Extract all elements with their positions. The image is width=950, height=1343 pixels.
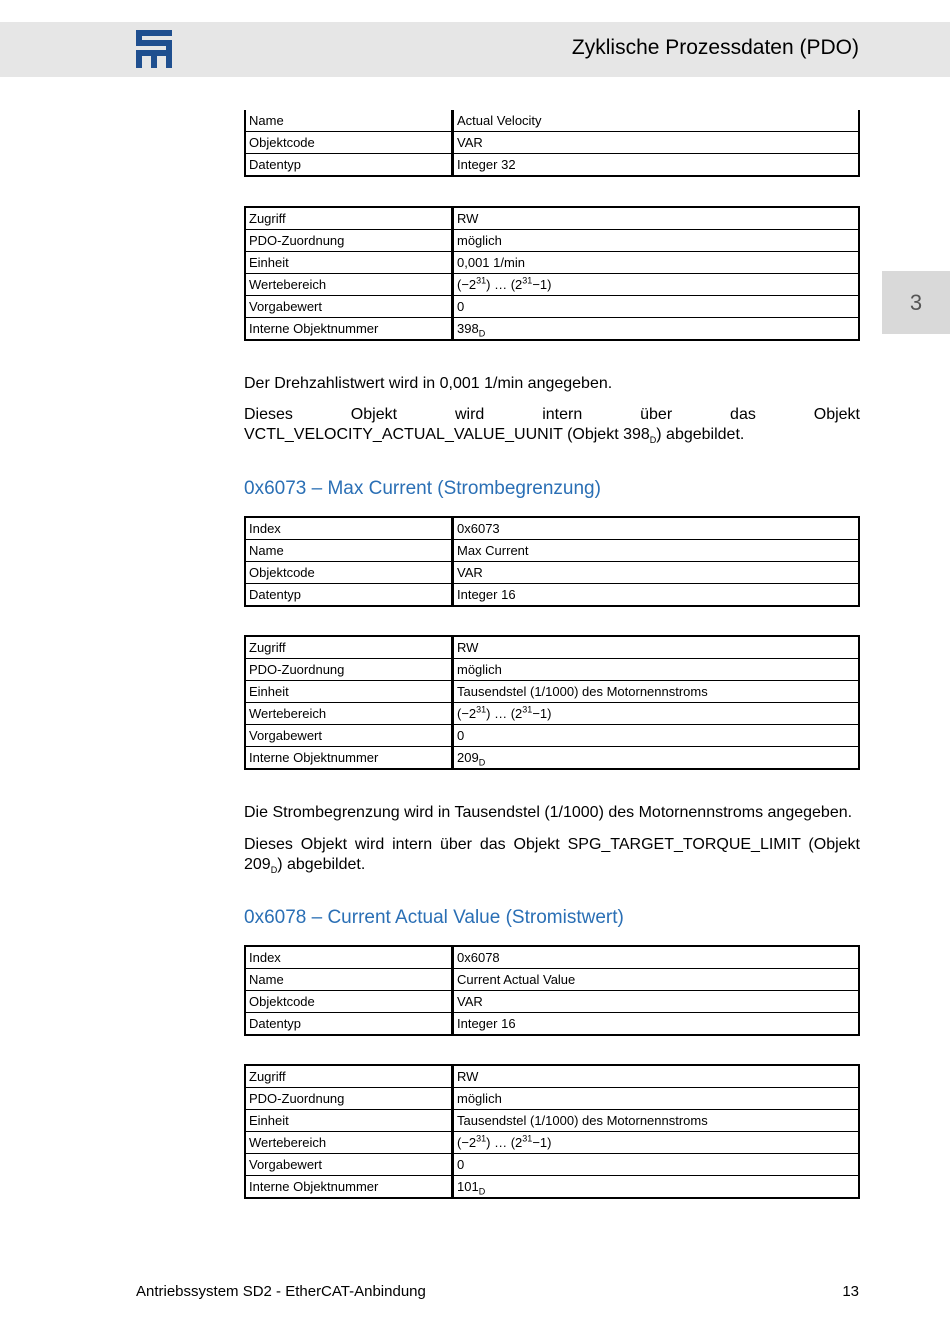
table-key: Index: [245, 946, 453, 969]
table-row: [245, 969, 859, 991]
table-key: Interne Objektnummer: [245, 318, 453, 341]
internal-object-number: $209_D$: [453, 747, 860, 770]
table-key: Einheit: [245, 681, 453, 703]
table-key: Index: [245, 517, 453, 540]
table-value: Current Actual Value: [453, 969, 860, 991]
table-key: Einheit: [245, 1110, 453, 1132]
table-row: [245, 562, 859, 584]
section-title-0x6078: 0x6078 – Current Actual Value (Stromistwert): [244, 907, 624, 928]
table-row: [245, 1088, 859, 1110]
table-value: möglich: [453, 659, 860, 681]
table-row: [245, 274, 859, 296]
table-key: Vorgabewert: [245, 296, 453, 318]
table-row: [245, 132, 859, 154]
table-row: [245, 659, 859, 681]
table-value: Max Current: [453, 540, 860, 562]
company-logo: [136, 30, 172, 68]
table-value: Integer 16: [453, 1013, 860, 1036]
table-row: [245, 946, 859, 969]
table-row: [245, 1154, 859, 1176]
table-key: Zugriff: [245, 636, 453, 659]
table-key: Objektcode: [245, 132, 453, 154]
paragraph: Dieses Objekt wird intern über das Objekt SPG_TARGET_TORQUE_LIMIT (Objekt $209_D$) abgebildet.: [244, 836, 860, 876]
table-row: [245, 703, 859, 725]
table-value: VAR: [453, 562, 860, 584]
table-row: [245, 584, 859, 607]
table-key: Datentyp: [245, 1013, 453, 1036]
table-value: Actual Velocity: [453, 110, 860, 132]
table-row: [245, 252, 859, 274]
table-value: 0x6078: [453, 946, 860, 969]
table-value: 0x6073: [453, 517, 860, 540]
table-value: VAR: [453, 991, 860, 1013]
table-row: [245, 725, 859, 747]
table-key: Interne Objektnummer: [245, 747, 453, 770]
table-key: Wertebereich: [245, 274, 453, 296]
table-row: [245, 517, 859, 540]
object-table-max-current: [244, 516, 860, 607]
table-value: Tausendstel (1/1000) des Motornennstroms: [453, 681, 860, 703]
table-value: RW: [453, 1065, 860, 1088]
paragraph: Die Strombegrenzung wird in Tausendstel (1/1000) des Motornennstroms angegeben.: [244, 804, 853, 821]
value-range: $(-2^{31})$ … $(2^{31}-1)$: [453, 274, 860, 296]
value-range: $(-2^{31})$ … $(2^{31}-1)$: [453, 703, 860, 725]
table-value: Integer 16: [453, 584, 860, 607]
table-row: [245, 318, 859, 341]
table-key: Vorgabewert: [245, 1154, 453, 1176]
table-row: [245, 991, 859, 1013]
chapter-tab: 3: [882, 271, 950, 334]
table-key: Name: [245, 969, 453, 991]
table-key: PDO-Zuordnung: [245, 1088, 453, 1110]
table-row: [245, 230, 859, 252]
table-value: VAR: [453, 132, 860, 154]
table-row: [245, 540, 859, 562]
table-value: möglich: [453, 1088, 860, 1110]
page-header-title: Zyklische Prozessdaten (PDO): [571, 36, 859, 59]
table-row: [245, 1132, 859, 1154]
table-value: 0: [453, 725, 860, 747]
object-table-current-actual-value: [244, 945, 860, 1036]
value-range: $(-2^{31})$ … $(2^{31}-1)$: [453, 1132, 860, 1154]
table-key: Objektcode: [245, 991, 453, 1013]
table-row: [245, 1065, 859, 1088]
table-key: Vorgabewert: [245, 725, 453, 747]
paragraph: Dieses Objekt wird intern über das Objekt VCTL_VELOCITY_ACTUAL_VALUE_UUNIT (Objekt $398_D$) abgebildet.: [244, 406, 860, 446]
section-title-0x6073: 0x6073 – Max Current (Strombegrenzung): [244, 478, 601, 499]
object-table-actual-velocity: [244, 110, 860, 177]
table-value: RW: [453, 207, 860, 230]
table-row: [245, 681, 859, 703]
table-key: Wertebereich: [245, 1132, 453, 1154]
table-row: [245, 747, 859, 770]
internal-object-number: $101_D$: [453, 1176, 860, 1199]
table-value: 0: [453, 1154, 860, 1176]
table-value: möglich: [453, 230, 860, 252]
table-row: [245, 1110, 859, 1132]
table-row: [245, 1176, 859, 1199]
page-number: 13: [842, 1283, 859, 1300]
table-key: Einheit: [245, 252, 453, 274]
table-value: 0,001 1/min: [453, 252, 860, 274]
table-value: Integer 32: [453, 154, 860, 177]
table-value: 0: [453, 296, 860, 318]
table-key: Datentyp: [245, 154, 453, 177]
footer-document-title: Antriebssystem SD2 - EtherCAT-Anbindung: [136, 1283, 426, 1300]
paragraph: Der Drehzahlistwert wird in 0,001 1/min angegeben.: [244, 375, 613, 392]
table-row: [245, 296, 859, 318]
attribute-table-max-current: [244, 635, 860, 770]
table-key: Name: [245, 540, 453, 562]
table-key: PDO-Zuordnung: [245, 230, 453, 252]
table-key: Zugriff: [245, 207, 453, 230]
table-row: [245, 636, 859, 659]
table-key: Datentyp: [245, 584, 453, 607]
table-key: Wertebereich: [245, 703, 453, 725]
table-row: [245, 207, 859, 230]
table-row: [245, 1013, 859, 1036]
attribute-table-actual-velocity: [244, 206, 860, 341]
attribute-table-current-actual-value: [244, 1064, 860, 1199]
table-key: Interne Objektnummer: [245, 1176, 453, 1199]
table-key: Objektcode: [245, 562, 453, 584]
table-key: Zugriff: [245, 1065, 453, 1088]
internal-object-number: $398_D$: [453, 318, 860, 341]
table-key: PDO-Zuordnung: [245, 659, 453, 681]
table-row: [245, 154, 859, 177]
table-value: RW: [453, 636, 860, 659]
table-key: Name: [245, 110, 453, 132]
table-value: Tausendstel (1/1000) des Motornennstroms: [453, 1110, 860, 1132]
table-row: [245, 110, 859, 132]
